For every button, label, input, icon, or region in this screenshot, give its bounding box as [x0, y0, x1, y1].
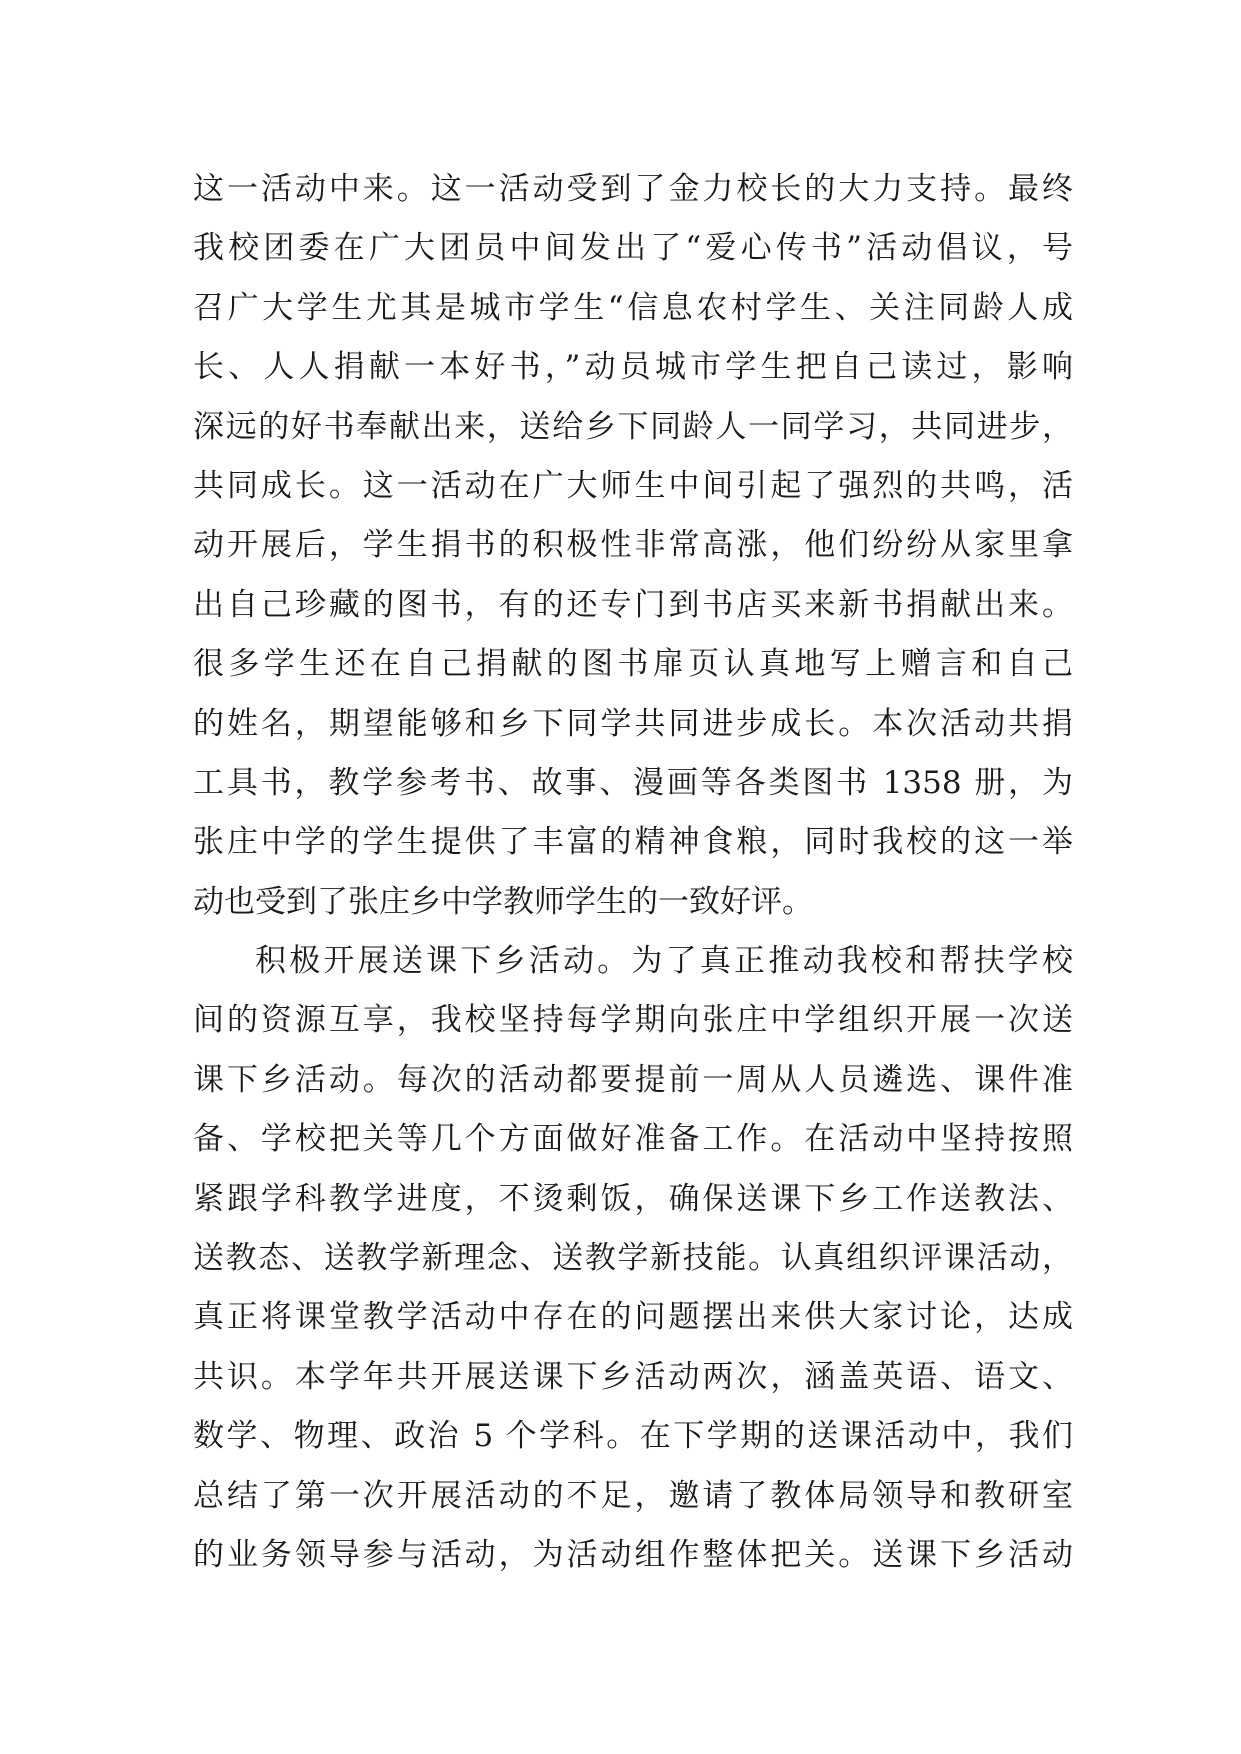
text-line: 共同成长。这一活动在广大师生中间引起了强烈的共鸣，活 [193, 467, 1073, 504]
text-line: 数学、物理、政治 5 个学科。在下学期的送课活动中，我们 [193, 1418, 1073, 1455]
text-line: 备、学校把关等几个方面做好准备工作。在活动中坚持按照 [193, 1121, 1073, 1158]
text-line: 送教态、送教学新理念、送教学新技能。认真组织评课活动， [193, 1240, 1073, 1277]
text-line: 张庄中学的学生提供了丰富的精神食粮，同时我校的这一举 [193, 824, 1073, 861]
text-line: 共识。本学年共开展送课下乡活动两次，涵盖英语、语文、 [193, 1358, 1073, 1395]
text-line: 动开展后，学生捐书的积极性非常高涨，他们纷纷从家里拿 [193, 527, 1073, 564]
paragraph-1 [193, 160, 1073, 932]
text-line: 真正将课堂教学活动中存在的问题摆出来供大家讨论，达成 [193, 1299, 1073, 1336]
text-line: 长、人人捐献一本好书，”动员城市学生把自己读过，影响 [193, 349, 1073, 386]
text-line: 积极开展送课下乡活动。为了真正推动我校和帮扶学校 [255, 943, 1073, 980]
text-line: 间的资源互享，我校坚持每学期向张庄中学组织开展一次送 [193, 1002, 1073, 1039]
text-line: 很多学生还在自己捐献的图书扉页认真地写上赠言和自己 [193, 646, 1073, 683]
text-line: 的业务领导参与活动，为活动组作整体把关。送课下乡活动 [193, 1536, 1073, 1573]
paragraph-2 [193, 932, 1073, 1585]
text-line: 出自己珍藏的图书，有的还专门到书店买来新书捐献出来。 [193, 586, 1073, 623]
document-body [193, 160, 1073, 1585]
text-line: 动也受到了张庄乡中学教师学生的一致好评。 [193, 883, 813, 920]
text-line: 紧跟学科教学进度，不烫剩饭，确保送课下乡工作送教法、 [193, 1180, 1073, 1217]
text-line: 的姓名，期望能够和乡下同学共同进步成长。本次活动共捐 [193, 705, 1073, 742]
text-line: 深远的好书奉献出来，送给乡下同龄人一同学习，共同进步， [193, 408, 1073, 445]
text-line: 这一活动中来。这一活动受到了金力校长的大力支持。最终 [193, 171, 1073, 207]
text-line: 课下乡活动。每次的活动都要提前一周从人员遴选、课件准 [193, 1061, 1073, 1098]
text-line: 总结了第一次开展活动的不足，邀请了教体局领导和教研室 [193, 1477, 1073, 1514]
text-line: 我校团委在广大团员中间发出了“爱心传书”活动倡议，号 [193, 230, 1073, 267]
text-line: 工具书，教学参考书、故事、漫画等各类图书 1358 册，为 [193, 764, 1073, 801]
text-line: 召广大学生尤其是城市学生“信息农村学生、关注同龄人成 [193, 289, 1073, 326]
